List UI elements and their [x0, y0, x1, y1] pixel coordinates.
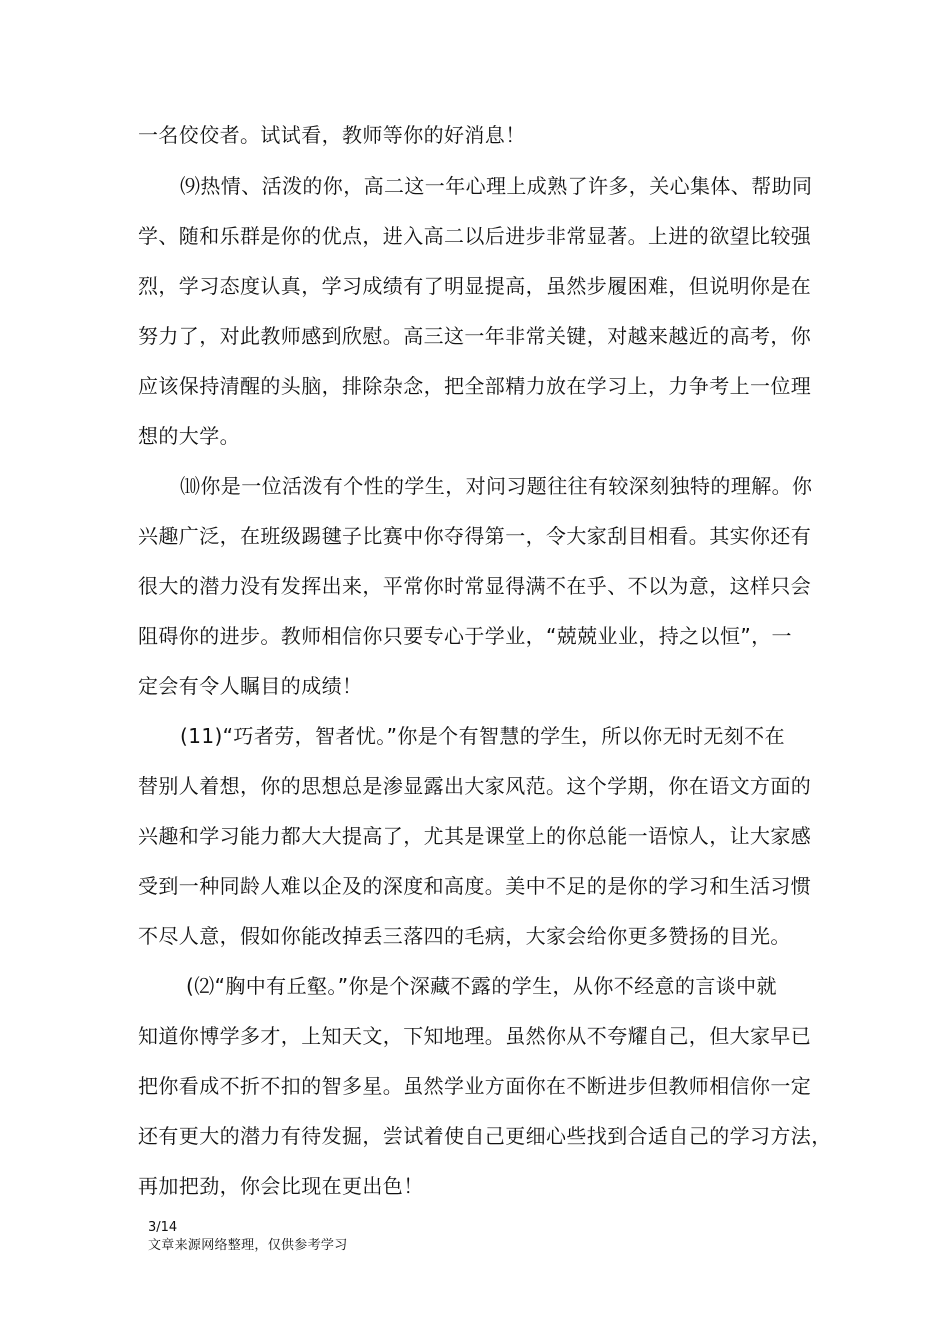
paragraph-2-line-3: 烈，学习态度认真，学习成绩有了明显提高，虽然步履困难，但说明你是在 [138, 274, 812, 298]
paragraph-5-line-3: 把你看成不折不扣的智多星。虽然学业方面你在不断进步但教师相信你一定 [138, 1074, 812, 1098]
paragraph-4-line-3: 兴趣和学习能力都大大提高了，尤其是课堂上的你总能一语惊人，让大家感 [138, 824, 812, 848]
paragraph-2-line-6: 想的大学。 [138, 424, 240, 448]
paragraph-3-line-4: 阻碍你的进步。教师相信你只要专心于学业，“兢兢业业，持之以恒”，一 [138, 624, 792, 648]
paragraph-2-line-1: ⑼热情、活泼的你，高二这一年心理上成熟了许多，关心集体、帮助同 [180, 174, 813, 198]
paragraph-4-line-4: 受到一种同龄人难以企及的深度和高度。美中不足的是你的学习和生活习惯 [138, 874, 812, 898]
paragraph-3-line-3: 很大的潜力没有发挥出来，平常你时常显得满不在乎、不以为意，这样只会 [138, 574, 812, 598]
paragraph-1-line-1: 一名佼佼者。试试看，教师等你的好消息！ [138, 123, 526, 147]
paragraph-2-line-5: 应该保持清醒的头脑，排除杂念，把全部精力放在学习上，力争考上一位理 [138, 374, 812, 398]
paragraph-4-line-2: 替别人着想，你的思想总是渗显露出大家风范。这个学期，你在语文方面的 [138, 774, 812, 798]
paragraph-3-line-5: 定会有令人瞩目的成绩！ [138, 674, 363, 698]
paragraph-4-line-1: (11)“巧者劳，智者忧。”你是个有智慧的学生，所以你无时无刻不在 [180, 724, 785, 748]
source-note: 文章来源网络整理，仅供参考学习 [148, 1238, 348, 1253]
paragraph-2-line-2: 学、随和乐群是你的优点，进入高二以后进步非常显著。上进的欲望比较强 [138, 224, 812, 248]
page-number: 3/14 [148, 1220, 178, 1235]
paragraph-5-line-1: (⑵“胸中有丘壑。”你是个深藏不露的学生，从你不经意的言谈中就 [186, 974, 777, 998]
paragraph-4-line-5: 不尽人意，假如你能改掉丢三落四的毛病，大家会给你更多赞扬的目光。 [138, 924, 791, 948]
paragraph-3-line-2: 兴趣广泛，在班级踢毽子比赛中你夺得第一，令大家刮目相看。其实你还有 [138, 524, 812, 548]
paragraph-3-line-1: ⑽你是一位活泼有个性的学生，对问习题往往有较深刻独特的理解。你 [180, 474, 813, 498]
paragraph-5-line-5: 再加把劲，你会比现在更出色！ [138, 1174, 424, 1198]
paragraph-2-line-4: 努力了，对此教师感到欣慰。高三这一年非常关键，对越来越近的高考，你 [138, 324, 812, 348]
paragraph-5-line-2: 知道你博学多才，上知天文，下知地理。虽然你从不夸耀自己，但大家早已 [138, 1024, 812, 1048]
paragraph-5-line-4: 还有更大的潜力有待发掘，尝试着使自己更细心些找到合适自己的学习方法， [138, 1124, 832, 1148]
